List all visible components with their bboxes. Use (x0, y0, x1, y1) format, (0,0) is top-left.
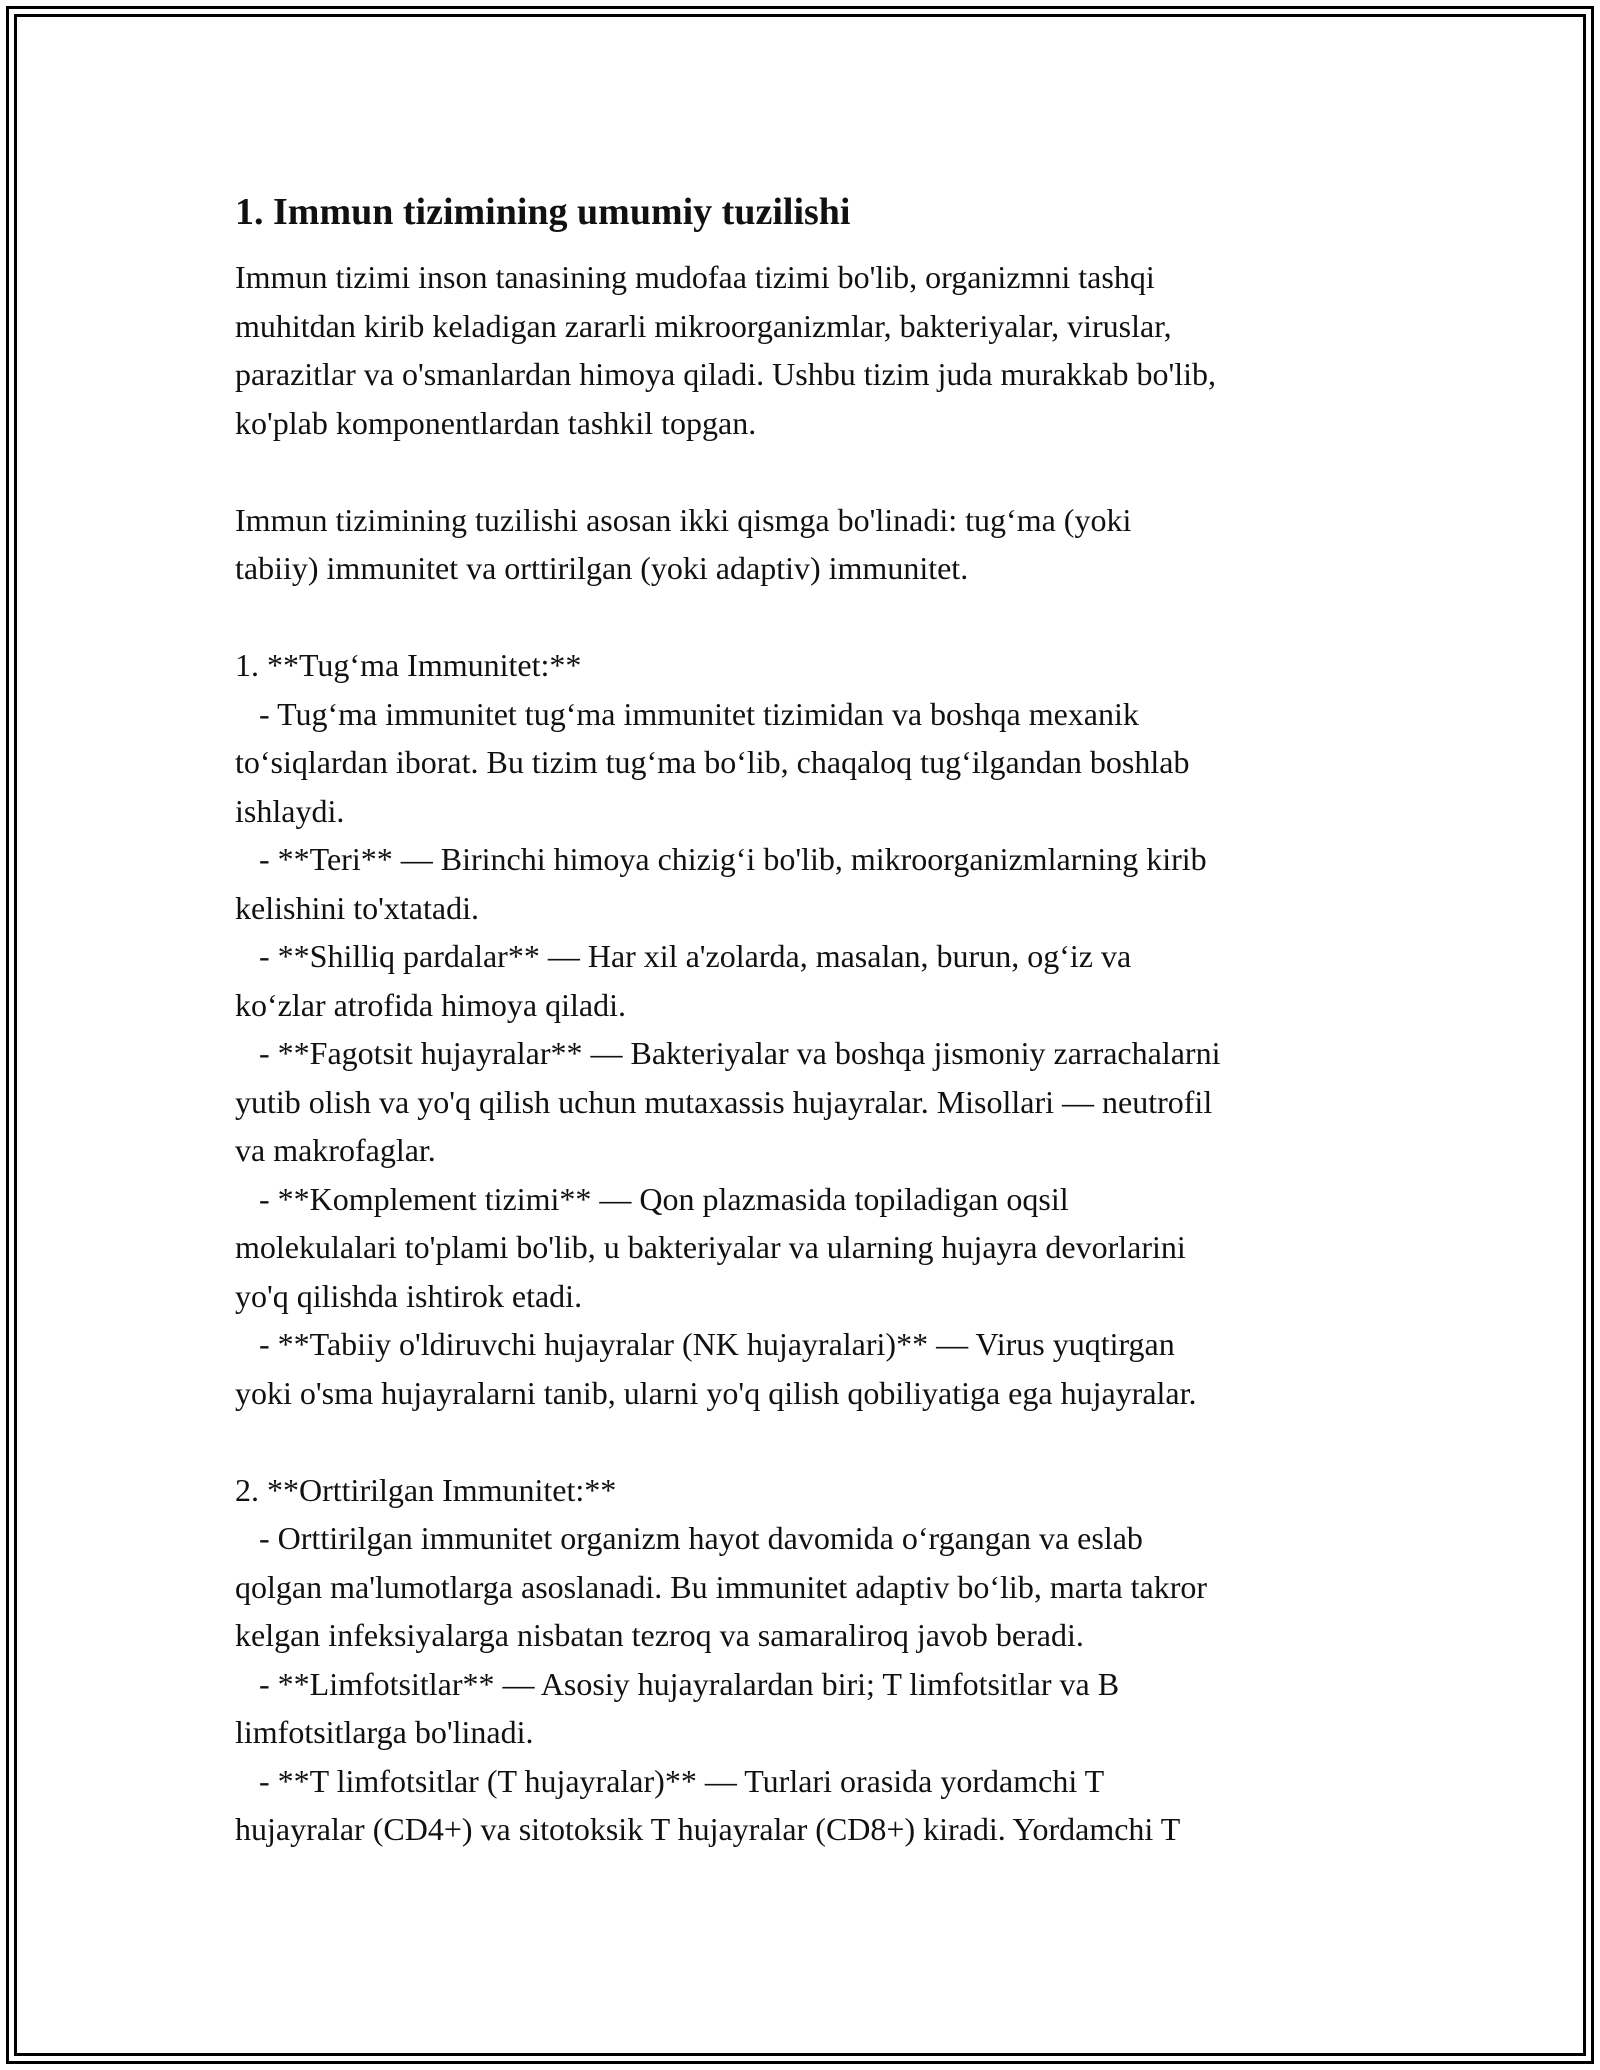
text-line: - **Teri** — Birinchi himoya chizig‘i bo'lib, mikroorganizmlarning kirib (235, 841, 1207, 877)
text-line: 1. **Tug‘ma Immunitet:** (235, 647, 582, 683)
blank-line (235, 1417, 1375, 1466)
text-line: - **Shilliq pardalar** — Har xil a'zolarda, masalan, burun, og‘iz va (235, 938, 1132, 974)
text-line: - **Tabiiy o'ldiruvchi hujayralar (NK hujayralari)** — Virus yuqtirgan (235, 1326, 1175, 1362)
text-line: tabiiy) immunitet va orttirilgan (yoki adaptiv) immunitet. (235, 550, 969, 586)
blank-line (235, 447, 1375, 496)
text-line: kelishini to'xtatadi. (235, 889, 479, 926)
text-line: ko'plab komponentlardan tashkil topgan. (235, 404, 757, 441)
document-page (235, 185, 1375, 1854)
text-line: ko‘zlar atrofida himoya qiladi. (235, 986, 626, 1023)
text-line: Immun tizimi inson tanasining mudofaa tizimi bo'lib, organizmni tashqi (235, 259, 1155, 295)
text-line: qolgan ma'lumotlarga asoslanadi. Bu immunitet adaptiv bo‘lib, marta takror (235, 1568, 1208, 1605)
text-line: yo'q qilishda ishtirok etadi. (235, 1277, 583, 1314)
text-line: ishlaydi. (235, 792, 345, 829)
text-line: hujayralar (CD4+) va sitotoksik T hujayralar (CD8+) kiradi. Yordamchi T (235, 1811, 1181, 1847)
text-line: Immun tizimining tuzilishi asosan ikki qismga bo'linadi: tug‘ma (yoki (235, 501, 1132, 538)
text-line: va makrofaglar. (235, 1132, 436, 1168)
text-line: kelgan infeksiyalarga nisbatan tezroq va samaraliroq javob beradi. (235, 1617, 1084, 1653)
text-line: parazitlar va o'smanlardan himoya qiladi. Ushbu tizim juda murakkab bo'lib, (235, 356, 1217, 392)
text-line: - Tug‘ma immunitet tug‘ma immunitet tizimidan va boshqa mexanik (235, 695, 1139, 732)
text-line: - **Fagotsit hujayralar** — Bakteriyalar va boshqa jismoniy zarrachalarni (235, 1035, 1221, 1071)
text-line: to‘siqlardan iborat. Bu tizim tug‘ma bo‘lib, chaqaloq tug‘ilgandan boshlab (235, 744, 1190, 780)
text-line: yutib olish va yo'q qilish uchun mutaxassis hujayralar. Misollari — neutrofil (235, 1083, 1213, 1120)
text-line: - **Komplement tizimi** — Qon plazmasida topiladigan oqsil (235, 1180, 1069, 1217)
text-line: - Orttirilgan immunitet organizm hayot davomida o‘rgangan va eslab (235, 1520, 1143, 1556)
text-line: molekulalari to'plami bo'lib, u bakteriyalar va ularning hujayra devorlarini (235, 1229, 1186, 1265)
document-body (235, 253, 1375, 1854)
text-line: yoki o'sma hujayralarni tanib, ularni yo'q qilish qobiliyatiga ega hujayralar. (235, 1374, 1197, 1411)
text-line: limfotsitlarga bo'linadi. (235, 1714, 534, 1750)
section-title: 1. Immun tizimining umumiy tuzilishi (235, 191, 851, 233)
text-line: muhitdan kirib keladigan zararli mikroorganizmlar, bakteriyalar, viruslar, (235, 307, 1172, 344)
blank-line (235, 593, 1375, 642)
text-line: 2. **Orttirilgan Immunitet:** (235, 1471, 617, 1508)
text-line: - **Limfotsitlar** — Asosiy hujayralardan biri; T limfotsitlar va B (235, 1665, 1120, 1702)
text-line: - **T limfotsitlar (T hujayralar)** — Turlari orasida yordamchi T (235, 1762, 1105, 1799)
